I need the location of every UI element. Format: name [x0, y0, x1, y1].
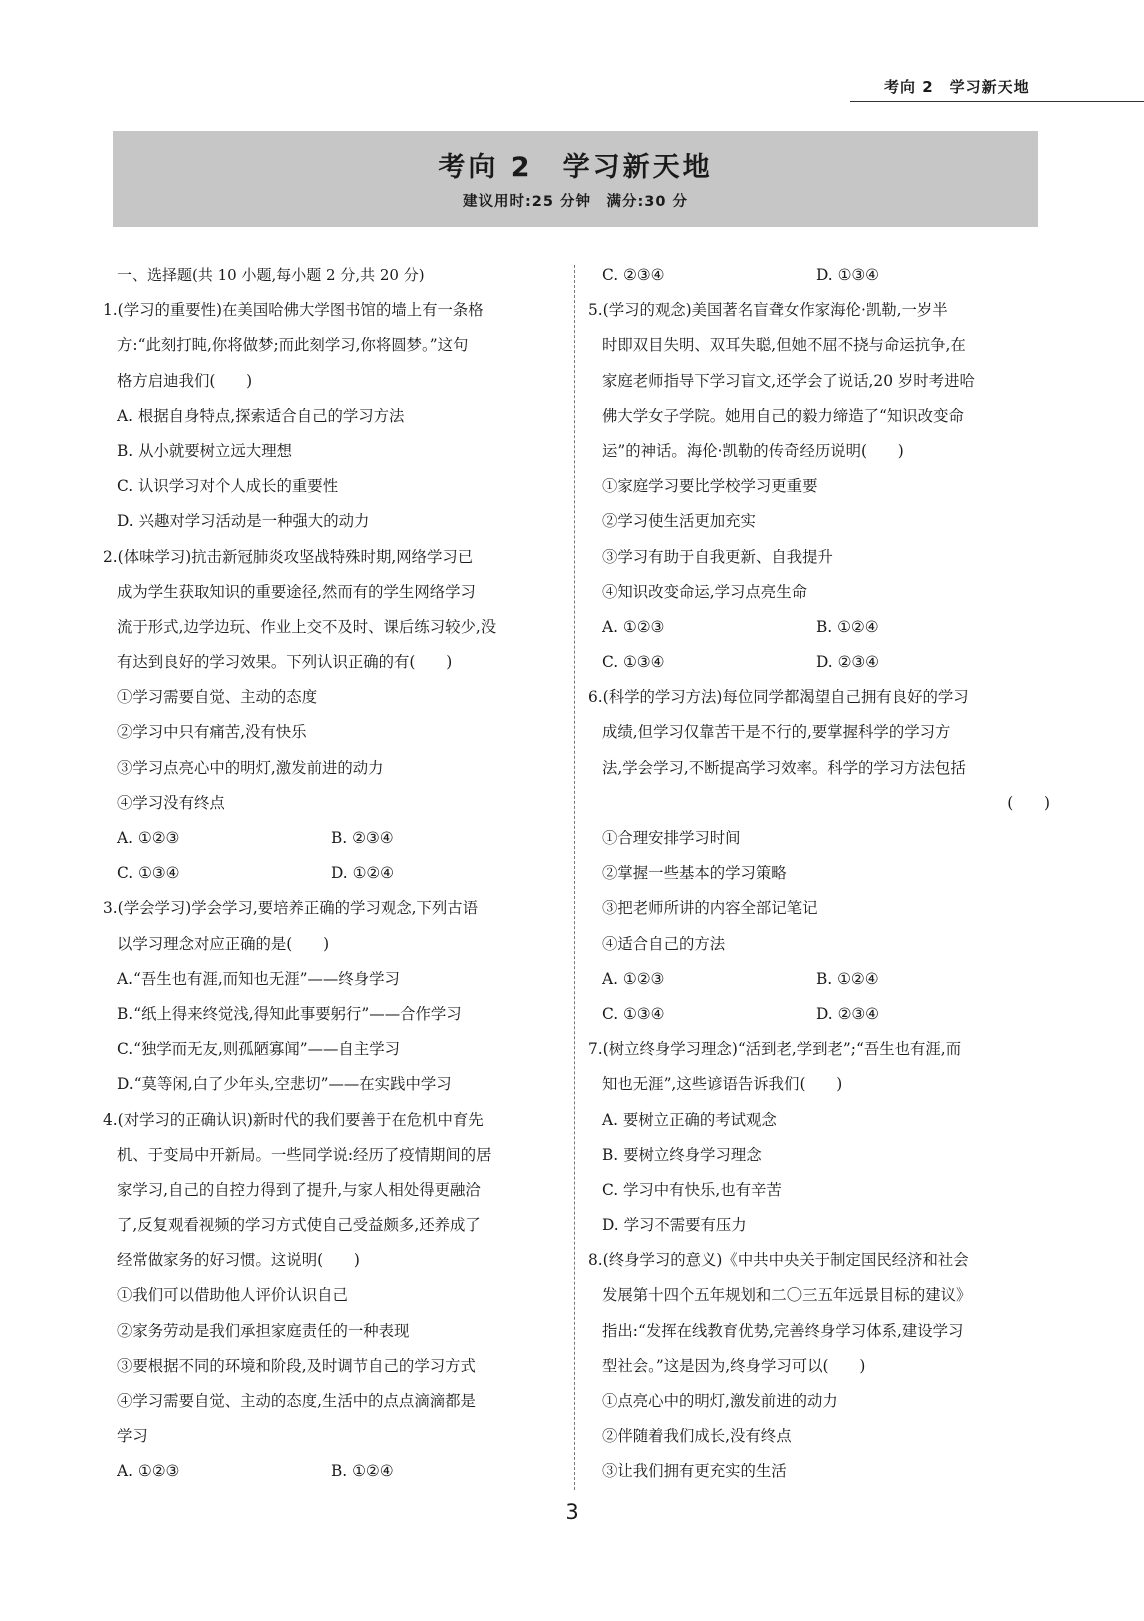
- answer-options-row: [117, 821, 573, 856]
- answer-options-row: [117, 1454, 573, 1489]
- answer-option: B.“纸上得来终觉浅,得知此事要躬行”——合作学习: [117, 1004, 462, 1023]
- question-text-line: 成为学生获取知识的重要途径,然而有的学生网络学习: [117, 582, 476, 601]
- question-text-line: 运”的神话。海伦·凯勒的传奇经历说明( ): [602, 441, 904, 460]
- statement-item: ④学习没有终点: [117, 793, 225, 812]
- statement-item: ③学习有助于自我更新、自我提升: [602, 547, 833, 566]
- question-stem: 2.(体味学习)抗击新冠肺炎攻坚战特殊时期,网络学习已: [103, 547, 474, 566]
- question-stem: 8.(终身学习的意义)《中共中央关于制定国民经济和社会: [588, 1251, 969, 1270]
- question-stem: 1.(学习的重要性)在美国哈佛大学图书馆的墙上有一条格: [103, 301, 484, 320]
- statement-item: ②家务劳动是我们承担家庭责任的一种表现: [117, 1321, 410, 1340]
- section-title: 一、选择题(共 10 小题,每小题 2 分,共 20 分): [117, 266, 425, 284]
- statement-item: ①学习需要自觉、主动的态度: [117, 688, 318, 707]
- answer-option: C. 学习中有快乐,也有辛苦: [602, 1180, 782, 1199]
- answer-option: D. 学习不需要有压力: [602, 1216, 747, 1235]
- answer-option: B. 要树立终身学习理念: [602, 1145, 762, 1164]
- statement-item: ①合理安排学习时间: [602, 829, 741, 847]
- answer-option: B. ①②④: [331, 1462, 394, 1481]
- answer-option: B. ①②④: [816, 969, 879, 988]
- statement-item: ③学习点亮心中的明灯,激发前进的动力: [117, 758, 384, 777]
- question-text-line: 法,学会学习,不断提高学习效率。科学的学习方法包括: [602, 758, 966, 777]
- question-text-line: 经常做家务的好习惯。这说明( ): [117, 1251, 360, 1270]
- answer-option: A.“吾生也有涯,而知也无涯”——终身学习: [117, 969, 400, 988]
- statement-item: ①家庭学习要比学校学习更重要: [602, 477, 818, 496]
- answer-option: C. 认识学习对个人成长的重要性: [117, 477, 339, 496]
- answer-option: D. ①②④: [331, 864, 394, 883]
- header-rule: [850, 101, 1144, 102]
- question-stem: 7.(树立终身学习理念)“活到老,学到老”;“吾生也有涯,而: [588, 1040, 962, 1059]
- question-text-line: 知也无涯”,这些谚语告诉我们( ): [602, 1075, 843, 1094]
- question-text-line: 机、于变局中开新局。一些同学说:经历了疫情期间的居: [117, 1145, 492, 1164]
- statement-item: ③要根据不同的环境和阶段,及时调节自己的学习方式: [117, 1356, 476, 1375]
- question-text-line: 时即双目失明、双耳失聪,但她不屈不挠与命运抗争,在: [602, 336, 966, 355]
- answer-options-row: [602, 258, 1058, 293]
- page-title: 考向 2 学习新天地: [438, 152, 713, 183]
- page-number: 3: [565, 1500, 579, 1524]
- question-stem: 6.(科学的学习方法)每位同学都渴望自己拥有良好的学习: [588, 688, 969, 707]
- answer-options-row: [602, 962, 1058, 997]
- statement-item: ②掌握一些基本的学习策略: [602, 864, 787, 883]
- answer-option: D. ②③④: [816, 653, 879, 672]
- column-divider: [574, 265, 575, 1490]
- answer-option: C. ①③④: [602, 1004, 665, 1023]
- answer-option: C.“独学而无友,则孤陋寡闻”——自主学习: [117, 1040, 400, 1059]
- question-text-line: 学习: [117, 1427, 148, 1446]
- answer-option: B. ①②④: [816, 617, 879, 636]
- statement-item: ①点亮心中的明灯,激发前进的动力: [602, 1392, 838, 1410]
- question-text-line: 佛大学女子学院。她用自己的毅力缔造了“知识改变命: [602, 406, 964, 425]
- question-text-line: 家学习,自己的自控力得到了提升,与家人相处得更融洽: [117, 1180, 481, 1199]
- answer-option: C. ②③④: [602, 266, 665, 284]
- question-text-line: 发展第十四个五年规划和二〇三五年远景目标的建议》: [602, 1286, 972, 1305]
- answer-option: A. ①②③: [602, 617, 665, 636]
- answer-option: D. ①③④: [816, 266, 879, 284]
- question-text-line: 了,反复观看视频的学习方式使自己受益颇多,还养成了: [117, 1216, 481, 1235]
- answer-option: C. ①③④: [602, 653, 665, 672]
- statement-item: ④知识改变命运,学习点亮生命: [602, 582, 807, 601]
- statement-item: ③让我们拥有更充实的生活: [602, 1462, 787, 1481]
- statement-item: ④学习需要自觉、主动的态度,生活中的点点滴滴都是: [117, 1392, 476, 1410]
- answer-option: A. 根据自身特点,探索适合自己的学习方法: [117, 406, 405, 425]
- title-banner: [113, 131, 1038, 227]
- answer-options-row: [602, 610, 1058, 645]
- statement-item: ②伴随着我们成长,没有终点: [602, 1427, 792, 1446]
- question-text-line: 家庭老师指导下学习盲文,还学会了说话,20 岁时考进哈: [602, 371, 975, 390]
- question-text-line: 格方启迪我们( ): [117, 371, 253, 390]
- running-head: 考向 2 学习新天地: [884, 78, 1030, 96]
- answer-option: A. ①②③: [602, 969, 665, 988]
- question-stem: 3.(学会学习)学会学习,要培养正确的学习观念,下列古语: [103, 899, 479, 918]
- statement-item: ①我们可以借助他人评价认识自己: [117, 1286, 348, 1305]
- question-text-line: 成绩,但学习仅靠苦干是不行的,要掌握科学的学习方: [602, 723, 951, 742]
- answer-option: C. ①③④: [117, 864, 180, 883]
- answer-options-row: [602, 997, 1058, 1032]
- time-score-info: 建议用时:25 分钟 满分:30 分: [462, 194, 689, 210]
- statement-item: ④适合自己的方法: [602, 934, 726, 953]
- answer-blank: ( ): [1007, 793, 1050, 812]
- answer-option: B. ②③④: [331, 829, 394, 847]
- answer-option: A. 要树立正确的考试观念: [602, 1110, 777, 1129]
- answer-options-row: [117, 856, 573, 891]
- question-stem: 5.(学习的观念)美国著名盲聋女作家海伦·凯勒,一岁半: [588, 301, 948, 320]
- question-stem: 4.(对学习的正确认识)新时代的我们要善于在危机中育先: [103, 1110, 484, 1129]
- statement-item: ②学习中只有痛苦,没有快乐: [117, 723, 307, 742]
- answer-option: A. ①②③: [117, 1462, 180, 1481]
- answer-options-row: [602, 645, 1058, 680]
- question-text-line: 方:“此刻打盹,你将做梦;而此刻学习,你将圆梦。”这句: [117, 336, 469, 355]
- statement-item: ②学习使生活更加充实: [602, 512, 756, 531]
- answer-option: D. 兴趣对学习活动是一种强大的动力: [117, 512, 370, 531]
- question-text-line: 指出:“发挥在线教育优势,完善终身学习体系,建设学习: [602, 1321, 964, 1340]
- question-text-line: 流于形式,边学边玩、作业上交不及时、课后练习较少,没: [117, 617, 497, 636]
- answer-option: D.“莫等闲,白了少年头,空悲切”——在实践中学习: [117, 1075, 452, 1094]
- right-column: [588, 258, 1058, 1490]
- answer-option: D. ②③④: [816, 1004, 879, 1023]
- answer-option: A. ①②③: [117, 829, 180, 847]
- left-column: [103, 258, 573, 1490]
- question-text-line: 以学习理念对应正确的是( ): [117, 934, 330, 953]
- question-text-line: 有达到良好的学习效果。下列认识正确的有( ): [117, 653, 453, 672]
- statement-item: ③把老师所讲的内容全部记笔记: [602, 899, 818, 918]
- answer-option: B. 从小就要树立远大理想: [117, 441, 293, 460]
- question-text-line: 型社会。”这是因为,终身学习可以( ): [602, 1356, 866, 1375]
